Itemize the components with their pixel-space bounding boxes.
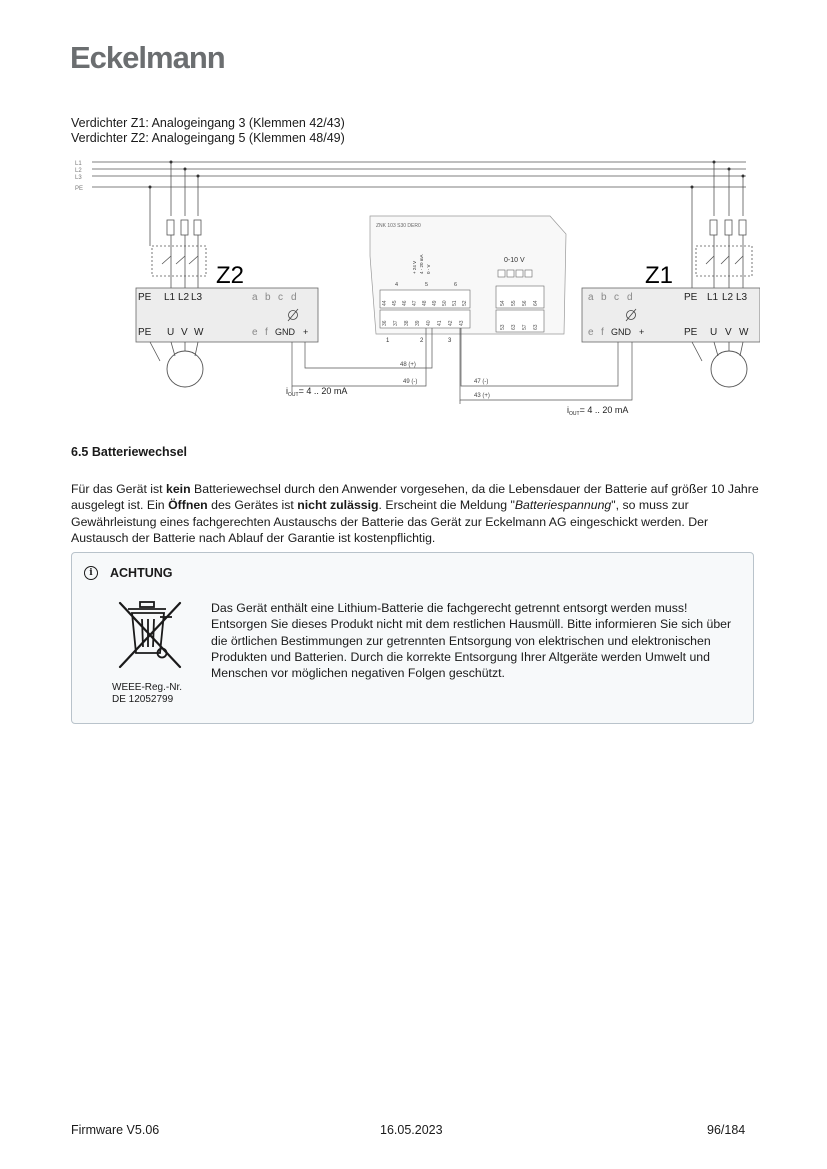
wire-label-43: 43 (+) xyxy=(474,393,490,399)
top_pins-1: 45 xyxy=(392,300,398,306)
bottom_pins-4: 40 xyxy=(426,320,432,326)
current-label-right-sub: OUT xyxy=(569,411,580,417)
relay_top_pins-3: 64 xyxy=(533,300,539,306)
current-label-left-sub: OUT xyxy=(288,392,299,398)
module-ch-4: 4 xyxy=(395,282,399,288)
z1-ctrl-f: f xyxy=(601,327,604,338)
para-bold-kein: kein xyxy=(166,482,191,496)
z2-ctrl-c: c xyxy=(278,292,283,303)
bottom_pins-6: 42 xyxy=(448,320,454,326)
warning-note xyxy=(71,552,754,724)
footer-firmware: Firmware V5.06 xyxy=(71,1123,160,1137)
note-title: ACHTUNG xyxy=(110,566,173,580)
bottom_pins-2: 38 xyxy=(404,320,410,326)
intro-text xyxy=(71,116,345,146)
module-ch-label-0v: 0 - V xyxy=(426,264,431,274)
z1-ctrl-c: c xyxy=(614,292,619,303)
para-text-3: des Gerätes ist xyxy=(207,498,298,513)
relay_bottom_pins-3: 63 xyxy=(533,324,539,330)
z1-terminal-pe: PE xyxy=(684,292,698,303)
z1-terminal-v: V xyxy=(725,327,732,338)
module-ch-label-ma: 4 - 20 mA xyxy=(419,254,424,274)
current-label-right-value: = 4 .. 20 mA xyxy=(579,405,629,415)
bottom_pins-5: 41 xyxy=(437,320,443,326)
inverter-z1-label: Z1 xyxy=(645,262,674,289)
z1-terminal-pe-out: PE xyxy=(684,327,698,338)
intro-line-z2: Verdichter Z2: Analogeingang 5 (Klemmen 48/49) xyxy=(71,131,345,145)
top_pins-2: 46 xyxy=(402,300,408,306)
bottom_pins-0: 36 xyxy=(382,320,388,326)
wire-label-48: 48 (+) xyxy=(400,362,416,368)
top_pins-5: 49 xyxy=(432,300,438,306)
svg-text:iOUT= 4 .. 20 mA xyxy=(567,405,628,417)
module-voltage-label: 0-10 V xyxy=(504,257,525,264)
relay_top_pins-0: 54 xyxy=(500,300,506,306)
top_pins-8: 52 xyxy=(462,300,468,306)
z1-terminal-l2: L2 xyxy=(722,292,734,303)
z2-terminal-l2: L2 xyxy=(178,292,190,303)
relay_bottom_pins-0: 53 xyxy=(500,324,506,330)
z1-terminal-w: W xyxy=(739,327,749,338)
top_pins-0: 44 xyxy=(382,300,388,306)
para-bold-oeffnen: Öffnen xyxy=(168,498,208,513)
module-ch-5: 5 xyxy=(425,282,429,288)
para-text-2: Batteriewechsel durch den Anwender vorgesehen, da die Lebensdauer der Batterie auf größer 10 Jahre ausgelegt ist. Ein xyxy=(71,482,759,513)
z2-terminal-v: V xyxy=(181,327,188,338)
z1-ctrl-gnd: GND xyxy=(611,327,631,337)
wiring-diagram xyxy=(70,156,760,424)
bus-label-l3: L3 xyxy=(75,175,82,181)
z1-terminal-l3: L3 xyxy=(736,292,748,303)
z1-ctrl-plus: + xyxy=(639,327,645,337)
z2-ctrl-b: b xyxy=(265,292,271,303)
footer-date: 16.05.2023 xyxy=(380,1123,443,1137)
note-header xyxy=(84,566,173,580)
z2-terminal-l3: L3 xyxy=(191,292,203,303)
section-title: 6.5 Batteriewechsel xyxy=(71,445,188,459)
z1-ctrl-a: a xyxy=(588,292,594,303)
weee-reg-label: WEEE-Reg.-Nr. xyxy=(112,682,183,693)
bottom_pins-3: 39 xyxy=(415,320,421,326)
bottom_pins-7: 43 xyxy=(459,320,465,326)
module-bottom-ch-2: 2 xyxy=(420,338,424,344)
current-label-left-value: = 4 .. 20 mA xyxy=(298,386,348,396)
top_pins-3: 47 xyxy=(412,300,418,306)
z1-terminal-l1: L1 xyxy=(707,292,719,303)
current-label-left-i: i xyxy=(286,386,288,396)
z2-ctrl-e: e xyxy=(252,327,258,338)
z2-terminal-u: U xyxy=(167,327,175,338)
top_pins-6: 50 xyxy=(442,300,448,306)
wire-label-47: 47 (-) xyxy=(474,379,489,385)
top_pins-4: 48 xyxy=(422,300,428,306)
module-ch-label-24v: + 24 V xyxy=(412,260,417,274)
bus-label-l1: L1 xyxy=(75,161,82,167)
current-label-right-i: i xyxy=(567,405,569,415)
relay_top_pins-2: 56 xyxy=(522,300,528,306)
para-text-5: ", so muss zur Gewährleistung eines fachgerechten Austauschs der Batterie das Gerät zur Eckelmann AG eingeschickt werden. Der Austausch der Batterie nach Ablauf der Garantie ist kostenpflichtig. xyxy=(71,498,709,545)
company-logo: Eckelmann xyxy=(70,40,225,75)
bottom_pins-1: 37 xyxy=(393,320,399,326)
relay_bottom_pins-2: 57 xyxy=(522,324,528,330)
svg-text:iOUT= 4 .. 20 mA xyxy=(286,386,347,398)
z2-ctrl-gnd: GND xyxy=(275,327,295,337)
z1-ctrl-b: b xyxy=(601,292,607,303)
footer-page-number: 96/184 xyxy=(707,1123,746,1137)
weee-caption xyxy=(112,682,182,706)
module-part-label: ZNK 103 S30 DER0 xyxy=(376,223,421,229)
para-bold-nicht-zulaessig: nicht zulässig xyxy=(297,498,379,513)
inverter-z2 xyxy=(136,262,318,387)
top_pins-7: 51 xyxy=(452,300,458,306)
inverter-z1 xyxy=(582,262,760,387)
z2-terminal-w: W xyxy=(194,327,204,338)
relay_bottom_pins-1: 63 xyxy=(511,324,517,330)
control-module xyxy=(370,216,566,344)
z1-ctrl-d: d xyxy=(627,292,633,303)
z2-ctrl-a: a xyxy=(252,292,258,303)
module-ch-6: 6 xyxy=(454,282,458,288)
battery-paragraph xyxy=(71,481,761,546)
module-bottom-ch-1: 1 xyxy=(386,338,390,344)
intro-line-z1: Verdichter Z1: Analogeingang 3 (Klemmen 42/43) xyxy=(71,116,345,130)
z2-ctrl-d: d xyxy=(291,292,297,303)
z2-terminal-l1: L1 xyxy=(164,292,176,303)
z2-terminal-pe-out: PE xyxy=(138,327,152,338)
bus-label-pe: PE xyxy=(75,186,84,192)
weee-reg-number: DE 12052799 xyxy=(112,694,174,705)
para-italic-batteriespannung: Batteriespannung xyxy=(514,498,612,513)
note-text-battery: Das Gerät enthält eine Lithium-Batterie die fachgerecht getrennt entsorgt werden muss! xyxy=(211,601,688,615)
inverter-z2-label: Z2 xyxy=(216,262,245,289)
z1-ctrl-e: e xyxy=(588,327,594,338)
note-body xyxy=(211,600,747,681)
bus-label-l2: L2 xyxy=(75,168,82,174)
z2-terminal-pe: PE xyxy=(138,292,152,303)
wire-label-49: 49 (-) xyxy=(403,379,418,385)
z1-terminal-u: U xyxy=(710,327,718,338)
para-text-1: Für das Gerät ist xyxy=(71,482,166,496)
info-icon: i xyxy=(84,566,98,580)
z2-ctrl-f: f xyxy=(265,327,268,338)
note-text-disposal: Entsorgen Sie dieses Produkt nicht mit dem restlichen Hausmüll. Bitte informieren Sie sich über die örtlichen Bestimmungen zur getrennten Entsorgung von elektrischen und elektronischen Produkten und Batterien. Durch die korrekte Entsorgung Ihrer Altgeräte werden Umwelt und Menschen vor möglichen negativen Folgen geschützt. xyxy=(211,617,732,681)
z2-ctrl-plus: + xyxy=(303,327,309,337)
relay_top_pins-1: 55 xyxy=(511,300,517,306)
module-bottom-ch-3: 3 xyxy=(448,338,452,344)
crossed-out-bin-icon xyxy=(112,597,188,673)
para-text-4: . Erscheint die Meldung " xyxy=(378,498,515,513)
